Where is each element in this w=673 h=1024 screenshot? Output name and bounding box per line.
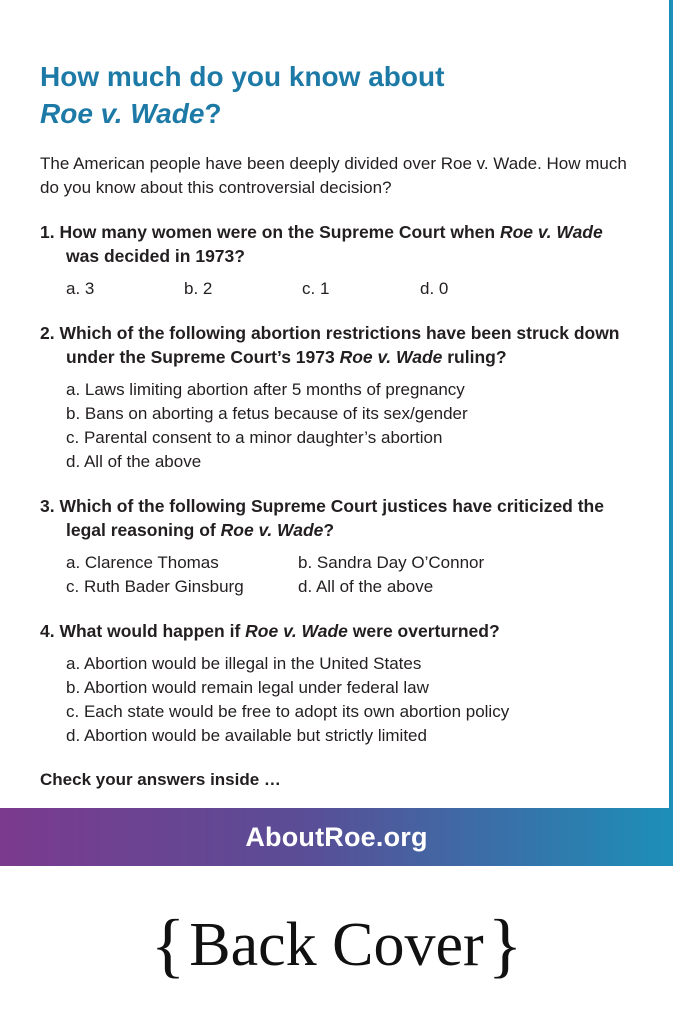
close-brace: } bbox=[487, 904, 523, 985]
question-2-title bbox=[40, 321, 640, 369]
back-cover-label bbox=[0, 900, 673, 990]
answer-option: d. Abortion would be available but strictly limited bbox=[66, 726, 427, 745]
question-3-answers bbox=[40, 551, 640, 599]
answer-option: c. Ruth Bader Ginsburg bbox=[66, 577, 244, 596]
question-1 bbox=[40, 220, 640, 301]
q2-italic: Roe v. Wade bbox=[339, 347, 443, 367]
question-4-answers bbox=[40, 652, 640, 748]
answer-option: b. 2 bbox=[184, 279, 213, 298]
intro-text: The American people have been deeply divided over Roe v. Wade. How much do you know about this controversial decision? bbox=[40, 154, 627, 197]
title-line1: How much do you know about bbox=[40, 61, 445, 92]
answer-option: d. 0 bbox=[420, 279, 449, 298]
open-brace: { bbox=[150, 904, 186, 985]
q1-italic: Roe v. Wade bbox=[499, 222, 603, 242]
answer-option: a. Laws limiting abortion after 5 months of pregnancy bbox=[66, 380, 465, 399]
q3-suffix: ? bbox=[323, 520, 335, 540]
answer-option: a. Clarence Thomas bbox=[66, 553, 219, 572]
title-question-mark: ? bbox=[204, 98, 222, 129]
title-case-name: Roe v. Wade bbox=[40, 98, 205, 129]
q3-prefix: 3. Which of the following Supreme Court justices have criticized the legal reasoning of bbox=[40, 496, 604, 540]
question-3-title bbox=[40, 494, 640, 542]
q1-prefix: 1. How many women were on the Supreme Court when bbox=[40, 222, 500, 242]
page-title bbox=[40, 58, 640, 132]
quiz-content bbox=[40, 58, 640, 792]
question-4 bbox=[40, 619, 640, 748]
answer-option: b. Sandra Day O’Connor bbox=[298, 553, 485, 572]
q2-prefix: 2. Which of the following abortion restrictions have been struck down under the Supreme Court’s 1973 bbox=[40, 323, 620, 367]
website-link[interactable]: AboutRoe.org bbox=[245, 821, 428, 852]
website-banner bbox=[0, 808, 673, 866]
q4-italic: Roe v. Wade bbox=[245, 621, 348, 641]
answer-option: c. Each state would be free to adopt its own abortion policy bbox=[66, 702, 510, 721]
question-1-answers bbox=[40, 277, 640, 301]
q4-prefix: 4. What would happen if bbox=[40, 621, 246, 641]
q4-suffix: were overturned? bbox=[347, 621, 500, 641]
check-answers-text: Check your answers inside … bbox=[40, 770, 281, 789]
answer-option: a. 3 bbox=[66, 279, 95, 298]
answer-option: a. Abortion would be illegal in the United States bbox=[66, 654, 422, 673]
answer-option: d. All of the above bbox=[298, 577, 434, 596]
answer-option: c. Parental consent to a minor daughter’s abortion bbox=[66, 428, 443, 447]
back-cover-text: Back Cover bbox=[189, 910, 484, 979]
question-3 bbox=[40, 494, 640, 599]
question-1-title bbox=[40, 220, 640, 268]
answer-option: b. Abortion would remain legal under federal law bbox=[66, 678, 429, 697]
question-2-answers bbox=[40, 378, 640, 474]
answer-option: b. Bans on aborting a fetus because of its sex/gender bbox=[66, 404, 468, 423]
question-2 bbox=[40, 321, 640, 474]
answer-option: d. All of the above bbox=[66, 452, 202, 471]
q3-italic: Roe v. Wade bbox=[220, 520, 324, 540]
q1-suffix: was decided in 1973? bbox=[66, 246, 245, 266]
answer-option: c. 1 bbox=[302, 279, 330, 298]
q2-suffix: ruling? bbox=[442, 347, 507, 367]
question-4-title bbox=[40, 619, 640, 643]
